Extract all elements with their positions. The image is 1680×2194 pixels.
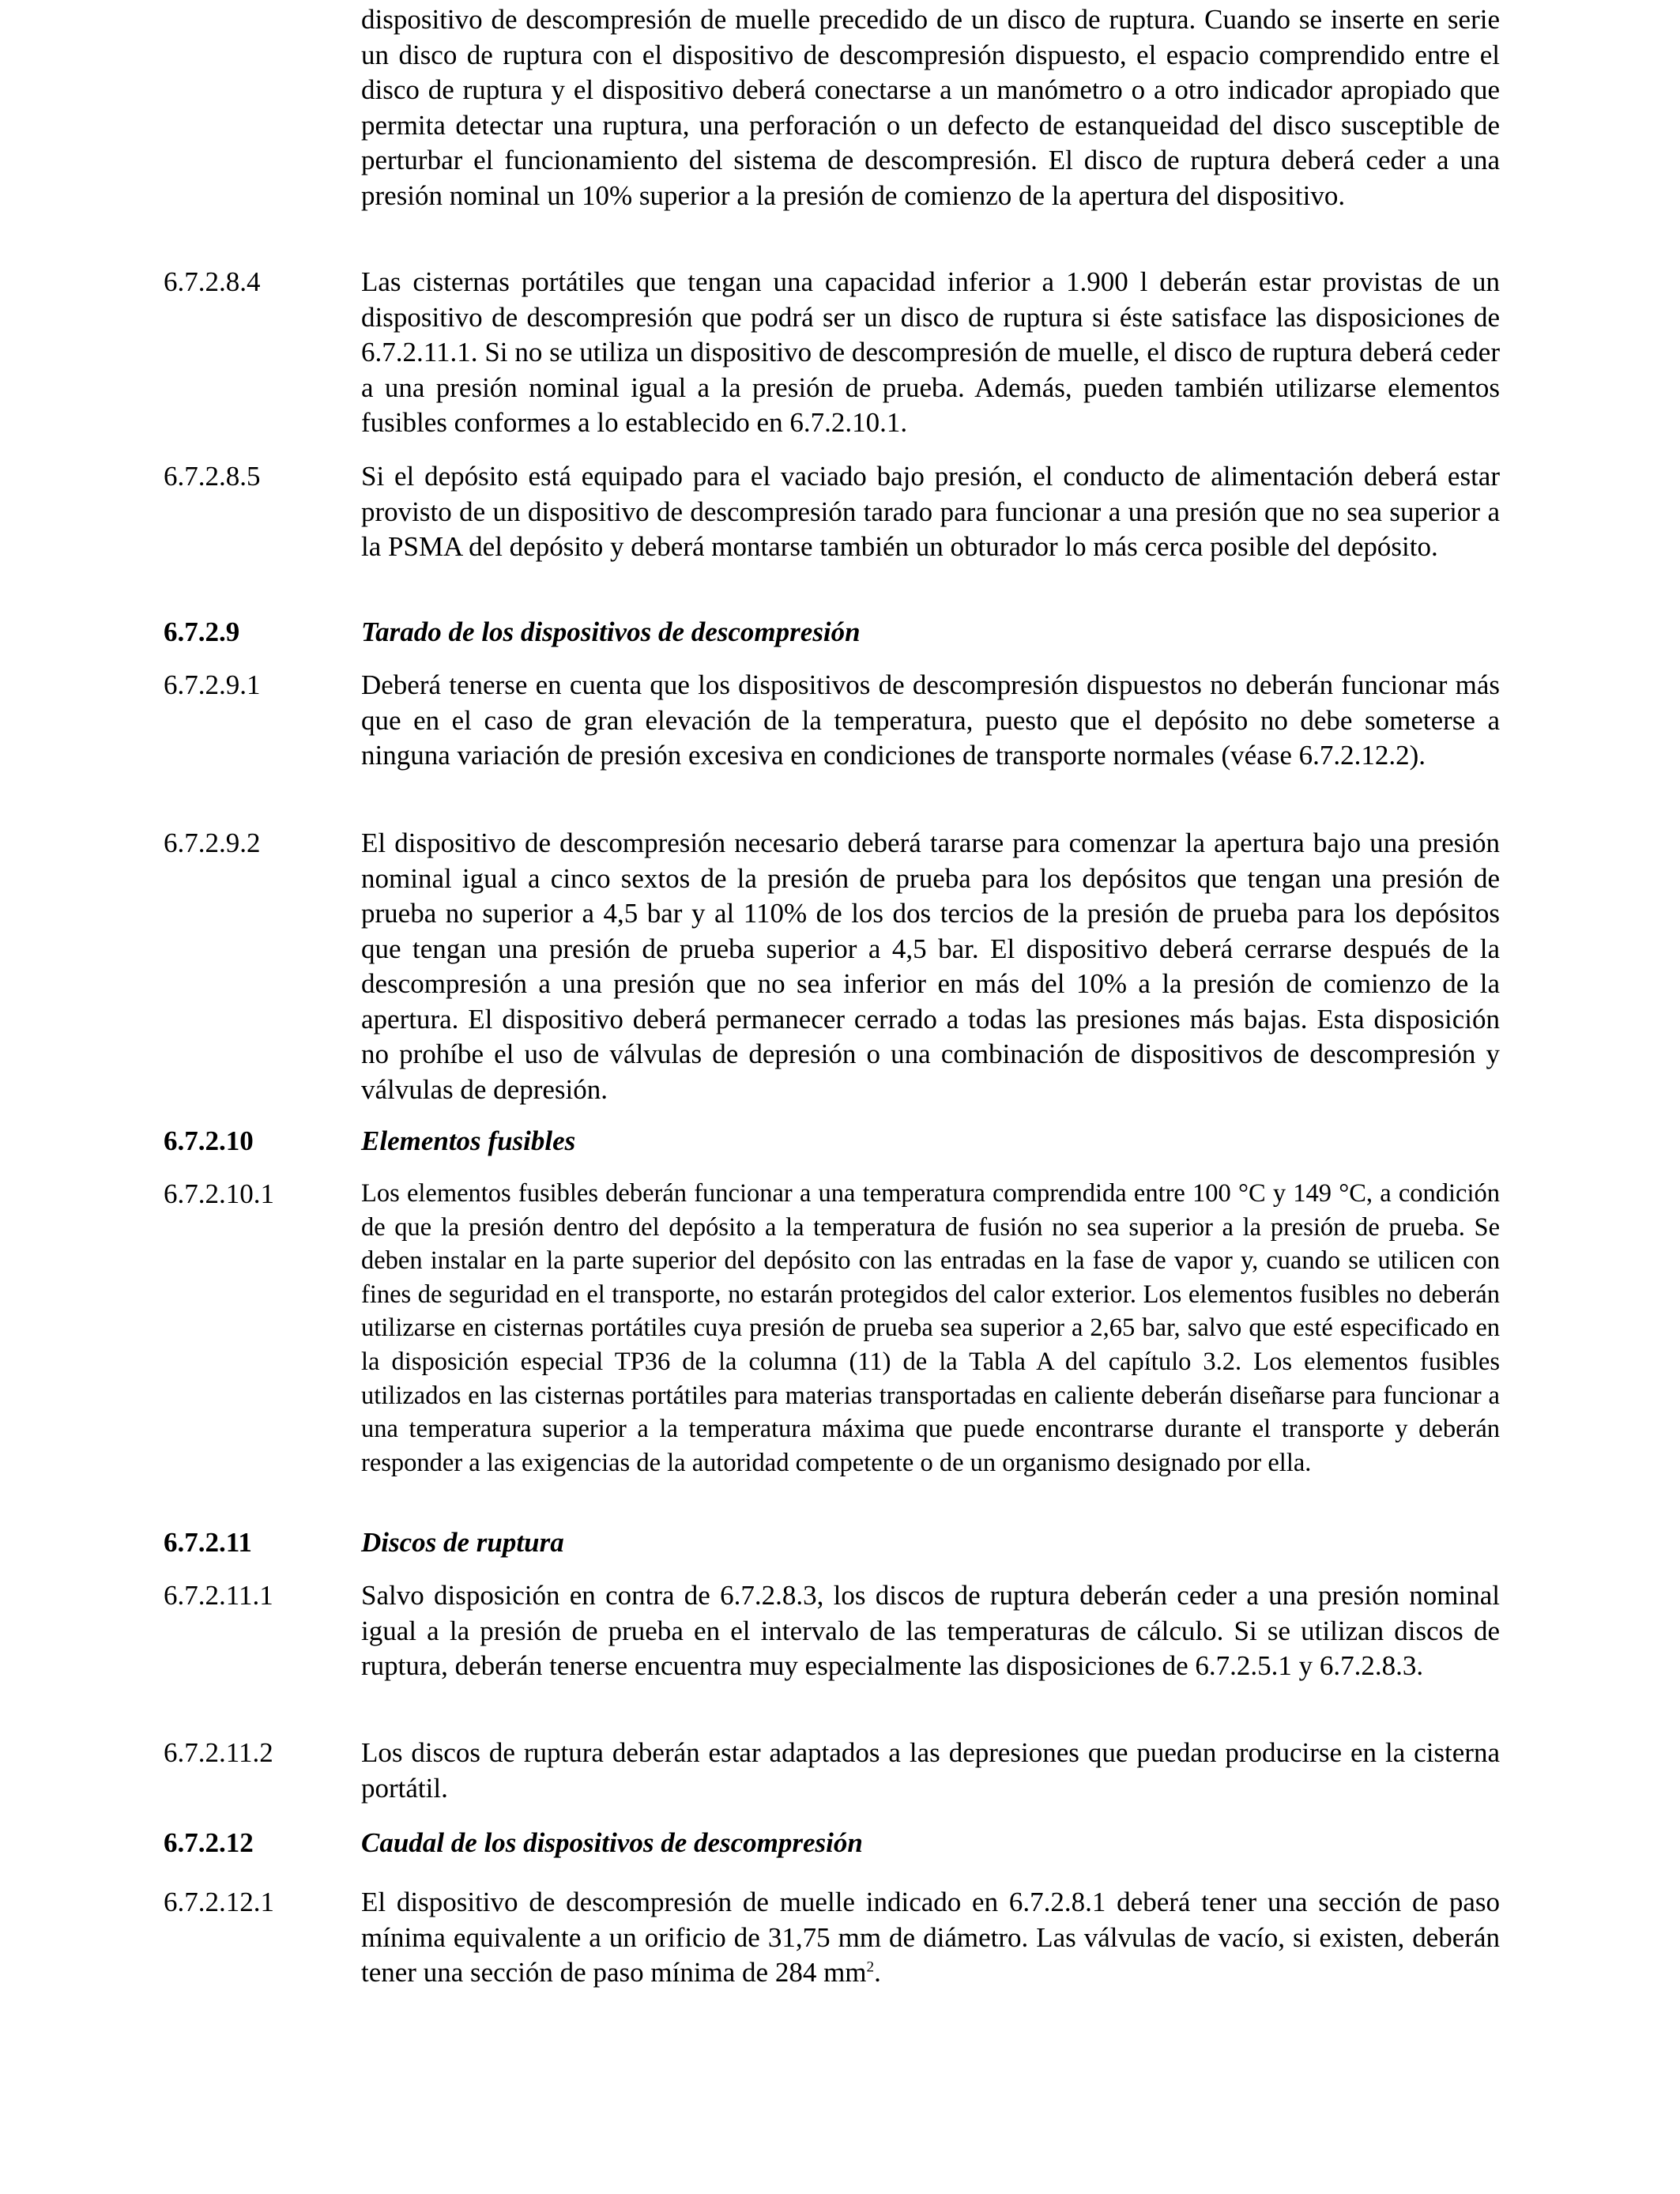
paragraph-number: 6.7.2.11.2 xyxy=(164,1737,273,1768)
paragraph-number: 6.7.2.8.5 xyxy=(164,461,261,492)
superscript-exponent: 2 xyxy=(866,1958,875,1976)
paragraph-text-main: El dispositivo de descompresión de muelle indicado en 6.7.2.8.1 deberá tener una sección de paso mínima equivalente a un orificio de 31,75 mm de diámetro. Las válvulas de vacío, si existen, deberán tener una sección de paso mínima de 284 mm xyxy=(361,1887,1500,1988)
paragraph-text: Salvo disposición en contra de 6.7.2.8.3, los discos de ruptura deberán ceder a una presión nominal igual a la presión de prueba en el intervalo de las temperaturas de cálculo. Si se utilizan discos de ruptura, deberán tenerse encuentra muy especialmente las disposiciones de 6.7.2.5.1 y 6.7.2.8.3. xyxy=(361,1580,1500,1681)
section-title: Elementos fusibles xyxy=(361,1125,576,1156)
section-number: 6.7.2.10 xyxy=(164,1125,254,1156)
paragraph-text: dispositivo de descompresión de muelle precedido de un disco de ruptura. Cuando se inserte en serie un disco de ruptura con el dispositivo de descompresión dispuesto, el espacio comprendido entre el disco de ruptura y el dispositivo deberá conectarse a un manómetro o a otro indicador apropiado que permita detectar una ruptura, una perforación o un defecto de estanqueidad del disco susceptible de perturbar el funcionamiento del sistema de descompresión. El disco de ruptura deberá ceder a una presión nominal un 10% superior a la presión de comienzo de la apertura del dispositivo. xyxy=(361,4,1500,211)
paragraph-text: Los discos de ruptura deberán estar adaptados a las depresiones que puedan producirse en la cisterna portátil. xyxy=(361,1737,1500,1804)
paragraph-number: 6.7.2.8.4 xyxy=(164,266,261,297)
paragraph-text: Las cisternas portátiles que tengan una capacidad inferior a 1.900 l deberán estar provistas de un dispositivo de descompresión que podrá ser un disco de ruptura si éste satisface las disposiciones de 6.7.2.11.1. Si no se utiliza un dispositivo de descompresión de muelle, el disco de ruptura deberá ceder a una presión nominal igual a la presión de prueba. Además, pueden también utilizarse elementos fusibles conformes a lo establecido en 6.7.2.10.1. xyxy=(361,266,1500,438)
section-title: Tarado de los dispositivos de descompresión xyxy=(361,616,861,647)
paragraph-text: El dispositivo de descompresión necesario deberá tararse para comenzar la apertura bajo una presión nominal igual a cinco sextos de la presión de prueba para los depósitos que tengan una presión de prueba no superior a 4,5 bar y al 110% de los dos tercios de la presión de prueba para los depósitos que tengan una presión de prueba superior a 4,5 bar. El dispositivo deberá cerrarse después de la descompresión a una presión que no sea inferior en más del 10% a la presión de comienzo de la apertura. El dispositivo deberá permanecer cerrado a todas las presiones más bajas. Esta disposición no prohíbe el uso de válvulas de depresión o una combinación de dispositivos de descompresión y válvulas de depresión. xyxy=(361,827,1500,1105)
section-title: Discos de ruptura xyxy=(361,1527,564,1558)
section-number: 6.7.2.12 xyxy=(164,1827,254,1858)
paragraph-number: 6.7.2.10.1 xyxy=(164,1178,274,1209)
paragraph-text: Los elementos fusibles deberán funcionar a una temperatura comprendida entre 100 °C y 149 °C, a condición de que la presión dentro del depósito a la temperatura de fusión no sea superior a la presión de prueba. Se deben instalar en la parte superior del depósito con las entradas en la fase de vapor y, cuando se utilicen con fines de seguridad en el transporte, no estarán protegidos del calor exterior. Los elementos fusibles no deberán utilizarse en cisternas portátiles cuya presión de prueba sea superior a 2,65 bar, salvo que esté especificado en la disposición especial TP36 de la columna (11) de la Tabla A del capítulo 3.2. Los elementos fusibles utilizados en las cisternas portátiles para materias transportadas en caliente deberán diseñarse para funcionar a una temperatura superior a la temperatura máxima que puede encontrarse durante el transporte y deberán responder a las exigencias de la autoridad competente o de un organismo designado por ella. xyxy=(361,1179,1500,1477)
section-number: 6.7.2.9 xyxy=(164,616,240,647)
paragraph-number: 6.7.2.9.1 xyxy=(164,669,261,700)
paragraph-number: 6.7.2.11.1 xyxy=(164,1580,273,1611)
paragraph-number: 6.7.2.12.1 xyxy=(164,1887,274,1917)
section-title: Caudal de los dispositivos de descompresión xyxy=(361,1827,863,1858)
paragraph-text-end: . xyxy=(874,1957,881,1988)
paragraph-number: 6.7.2.9.2 xyxy=(164,827,261,858)
paragraph-text: Deberá tenerse en cuenta que los dispositivos de descompresión dispuestos no deberán funcionar más que en el caso de gran elevación de la temperatura, puesto que el depósito no debe someterse a ninguna variación de presión excesiva en condiciones de transporte normales (véase 6.7.2.12.2). xyxy=(361,669,1500,771)
paragraph-text: Si el depósito está equipado para el vaciado bajo presión, el conducto de alimentación deberá estar provisto de un dispositivo de descompresión tarado para funcionar a una presión que no sea superior a la PSMA del depósito y deberá montarse también un obturador lo más cerca posible del depósito. xyxy=(361,461,1500,562)
section-number: 6.7.2.11 xyxy=(164,1527,252,1558)
paragraph-text xyxy=(361,1885,1500,1991)
